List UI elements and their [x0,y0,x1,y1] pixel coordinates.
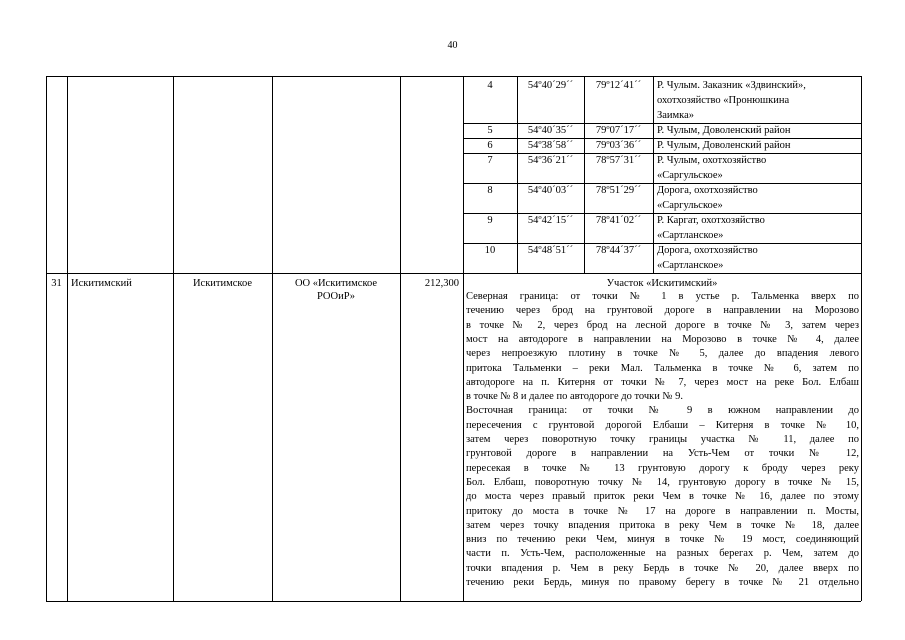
hunting-area-name: Искитимское [192,278,253,289]
description-line: течению через брод на грунтовой дороге в направлении на Морозово [466,305,859,317]
point-description-line: Р. Чулым, охотхозяйство [657,155,767,166]
point-description-line: охотхозяйство «Пронюшкина [657,95,790,106]
description-line: Восточная граница: от точки № 9 в южном направлении до [466,405,859,417]
description-line: в точке № 8 и далее по автодороге до точки № 9. [466,391,684,403]
point-description-line: «Саргульское» [657,200,723,211]
point-number: 9 [487,215,493,226]
point-description-line: «Сартланское» [657,260,724,271]
description-line: через непроезжую плотину в точке № 5, далее до впадения левого [466,348,859,360]
description-line: притоку до моста в точке № 17 на дороге в направлении п. Мосты, [466,505,859,517]
point-description-line: Дорога, охотхозяйство [657,245,758,256]
point-longitude: 78º41´02´´ [595,215,642,226]
point-latitude: 54º38´58´´ [527,140,574,151]
description-line: точки впадения р. Чем в реку Бердь в точке № 20, далее вверх по [466,562,859,574]
point-description-line: Р. Чулым, Доволенский район [657,125,791,136]
row-number: 31 [51,278,62,289]
table-bottom-border [46,601,861,602]
description-line: до моста через правый приток реки Чем в точке № 16, далее по этому [466,491,859,503]
description-line: автодороге на п. Китерня от точки № 7, через мост на реке Бол. Елбаш [466,376,859,388]
row31-top-border [46,273,861,274]
description-line: Бол. Елбаш, поворотную точку № 14, грунтовую дорогу в точке № 15, [466,476,859,488]
section-title: Участок «Искитимский» [606,278,718,289]
description-line: пересекая в точке № 13 грунтовую дорогу к броду через реку [466,462,859,474]
point-number: 5 [487,125,493,136]
col-divider [173,76,174,601]
description-line: в точке № 2, через брод на лесной дороге в точке № 3, затем через [466,319,859,331]
point-longitude: 78º57´31´´ [595,155,642,166]
point-description-line: «Саргульское» [657,170,723,181]
point-number: 7 [487,155,493,166]
col-divider [46,76,47,601]
description-line: мост на автодороге в направлении на Морозово в точке № 4, далее [466,333,859,345]
page-number: 40 [447,40,458,51]
point-number: 8 [487,185,493,196]
point-latitude: 54º36´21´´ [527,155,574,166]
point-latitude: 54º40´03´´ [527,185,574,196]
description-line: притока Тальменки – реки Мал. Тальменка в точке № 6, затем по [466,362,859,374]
point-longitude: 79º07´17´´ [595,125,642,136]
organization-name: РООиР» [316,291,356,302]
point-number: 4 [487,80,493,91]
point-longitude: 79º12´41´´ [595,80,642,91]
description-line: пересечения с грунтовой дорогой Елбаши – Китерня в точке № 10, [466,419,859,431]
description-line: затем через поворотную точку границы участка № 11, далее по [466,434,859,445]
col-divider [272,76,273,601]
point-description-line: Заимка» [657,110,695,121]
table-top-border [46,76,861,77]
point-description-line: Дорога, охотхозяйство [657,185,758,196]
point-number: 10 [484,245,496,256]
point-description-line: «Сартланское» [657,230,724,241]
description-line: вниз по течению реки Чем, минуя в точке № 19 мост, соединяющий [466,534,859,546]
col-divider [861,76,862,601]
point-longitude: 78º51´29´´ [595,185,642,196]
point-longitude: 79º03´36´´ [595,140,642,151]
point-description-line: Р. Чулым. Заказник «Здвинский», [657,80,806,91]
col-divider [67,76,68,601]
description-line: Северная граница: от точки № 1 в устье р. Тальменка вверх по [466,291,859,302]
description-line: грунтовой дороге в направлении на Усть-Чем от точки № 12, [466,448,859,460]
col-divider [400,76,401,601]
point-latitude: 54º48´51´´ [527,245,574,256]
point-latitude: 54º40´29´´ [527,80,574,91]
organization-name: ОО «Искитимское [294,278,378,289]
point-number: 6 [487,140,493,151]
district-name: Искитимский [71,278,132,289]
point-description-line: Р. Каргат, охотхозяйство [657,215,765,226]
description-line: части п. Усть-Чем, расположенные на разных берегах р. Чем, затем до [466,548,859,560]
description-line: течению реки Бердь, минуя по правому берегу в точке № 21 отдельно [466,577,859,588]
point-longitude: 78º44´37´´ [595,245,642,256]
point-description-line: Р. Чулым, Доволенский район [657,140,791,151]
point-latitude: 54º42´15´´ [527,215,574,226]
description-line: затем через точку впадения притока в реку Чем в точке № 18, далее [466,519,859,531]
area-size: 212,300 [424,278,459,289]
point-latitude: 54º40´35´´ [527,125,574,136]
